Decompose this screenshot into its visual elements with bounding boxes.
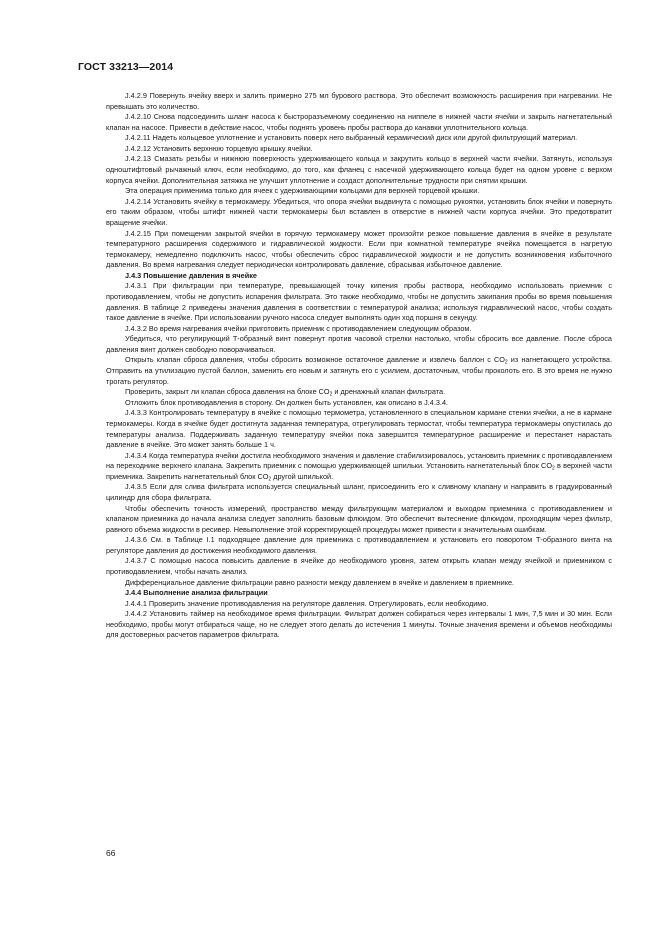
paragraph: J.4.3.6 См. в Таблице I.1 подходящее давление для приемника с противодавлением и установить его поворотом Т-образного винта на регуляторе давления до достижения необходимого давления. bbox=[106, 535, 612, 555]
paragraph: J.4.2.12 Установить верхнюю торцевую крышку ячейки. bbox=[125, 143, 313, 153]
paragraph: J.4.3.3 Контролировать температуру в ячейке с помощью термометра, установленного в специальном кармане стенки ячейки, а не в кармане термокамеры. Когда в ячейке будет достигнута заданная температура, отрегулировать термостат, чтобы температура термокамеры опустилась до температуры анализа. Поддерживать заданную температуру ячейки пока завершится температурное расширение и перестанет нарастать давление в ячейке. Это может занять больше 1 ч. bbox=[106, 408, 612, 450]
paragraph: J.4.2.13 Смазать резьбы и нижнюю поверхность удерживающего кольца и закрутить кольцо в верхней части ячейки. Затянуть, используя одноштифтовый рычажный ключ, если необходимо, до того, как фланец с насечкой удерживающего кольца будет на одном уровне с верхом корпуса ячейки. Дополнительная затяжка не улучшит уплотнение и создаст дополнительные трудности при снятии крышки. bbox=[106, 154, 612, 185]
paragraph: Проверить, закрыт ли клапан сброса давления на блоке $CO_2$ и дренажный клапан фильтрата. bbox=[125, 387, 446, 398]
paragraph: J.4.4.2 Установить таймер на необходимое время фильтрации. Фильтрат должен собираться через интервалы 1 мин, 7,5 мин и 30 мин. Если необходимо, пробы могут отбираться чаще, но не следует этого делать до истечения 1 минуты. Точные значения времени и объемов необходимы для достоверных расчетов параметров фильтрата. bbox=[106, 609, 612, 640]
document-body bbox=[106, 91, 612, 641]
paragraph: J.4.3.7 С помощью насоса повысить давление в ячейке до необходимого уровня, затем открыть клапан между ячейкой и приемником с противодавлением, чтобы начать анализ. bbox=[106, 556, 612, 577]
paragraph: J.4.2.14 Установить ячейку в термокамеру. Убедиться, что опора ячейки выдвинута с помощью рукоятки, установить блок ячейки и повернуть его таким образом, чтобы штифт нижней части термокамеры был вставлен в отверстие в нижней части корпуса ячейки. Это предотвратит вращение ячейки. bbox=[106, 196, 612, 227]
section-heading: J.4.3 Повышение давления в ячейке bbox=[125, 270, 257, 280]
section-heading: J.4.4 Выполнение анализа фильтрации bbox=[125, 588, 268, 598]
paragraph: J.4.3.1 При фильтрации при температуре, превышающей точку кипения пробы раствора, необходимо использовать приемник с противодавлением, чтобы не допустить испарения фильтрата. Это также необходимо, чтобы не допустить закипания пробы во время повышения давления. В таблице 2 приведены значения давления в соответствии с температурой анализа; используя гидравлический насос, чтобы создать такое давление в ячейке. При использовании ручного насоса следует выполнять один ход поршня в секунду. bbox=[106, 281, 612, 323]
paragraph: J.4.2.15 При помещении закрытой ячейки в горячую термокамеру может произойти резкое повышение давления в ячейке в результате температурного расширения содержимого и гидравлической жидкости. Если при комнатной температуре ячейка помещается в нагретую термокамеру, немедленно подключить насос, чтобы обеспечить сброс гидравлической жидкости и не допустить возникновения избыточного давления. Во время нагревания следует периодически контролировать давление, сбрасывая избыточное давление. bbox=[106, 228, 612, 270]
paragraph: J.4.3.4 Когда температура ячейки достигла необходимого значения и давление стабилизировалось, установить приемник с противодавлением на переходнике верхнего клапана. Закрепить приемник с помощью удерживающей шпильки. Установить нагнетательный блок $CO_2$ в верхней части приемника. Закрепить нагнетательный блок $CO_2$ другой шпилькой. bbox=[106, 450, 612, 483]
paragraph: J.4.3.2 Во время нагревания ячейки приготовить приемник с противодавлением следующим образом. bbox=[125, 323, 472, 333]
page-number: 66 bbox=[106, 848, 116, 858]
paragraph: Отложить блок противодавления в сторону. Он должен быть установлен, как описано в J.4.3.4. bbox=[125, 397, 449, 407]
paragraph: Открыть клапан сброса давления, чтобы сбросить возможное остаточное давление и извлечь баллон с $CO_2$ из нагнетающего устройства. Отправить на утилизацию пустой баллон, заменить его новым и затянуть его с усилием, достаточным, чтобы проколоть его. В это время не нужно трогать регулятор. bbox=[106, 355, 612, 386]
paragraph: Чтобы обеспечить точность измерений, пространство между фильтрующим материалом и выходом приемника с противодавлением и клапаном приемника до начала анализа следует заполнить базовым флюидом. Это обеспечит вытеснение флюидом, проходящим через фильтр, равного объема жидкости в ресивер. Невыполнение этой корректирующей процедуры может привести к значительным ошибкам. bbox=[106, 503, 612, 534]
paragraph: Дифференциальное давление фильтрации равно разности между давлением в ячейке и давлением в приемнике. bbox=[125, 577, 515, 587]
document-header: ГОСТ 33213—2014 bbox=[78, 61, 174, 73]
paragraph: J.4.2.10 Снова подсоединить шланг насоса к быстроразъемному соединению на ниппеле в нижней части ячейки и закрыть нагнетательный клапан на насосе. Привести в действие насос, чтобы поднять уровень пробы раствора до канавки уплотнительного кольца. bbox=[106, 112, 612, 132]
paragraph: J.4.3.5 Если для слива фильтрата используется специальный шланг, присоединить его к сливному клапану и направить в градуированный цилиндр для сбора фильтрата. bbox=[106, 482, 612, 502]
paragraph: J.4.2.9 Повернуть ячейку вверх и залить примерно 275 мл бурового раствора. Это обеспечит возможность расширения при нагревании. Не превышать это количество. bbox=[106, 91, 612, 111]
paragraph: Эта операция применима только для ячеек с удерживающими кольцами для верхней торцевой крышки. bbox=[125, 186, 480, 196]
paragraph: Убедиться, что регулирующий Т-образный винт повернут против часовой стрелки настолько, чтобы сбросить все давление. После сброса давления винт должен свободно поворачиваться. bbox=[106, 334, 612, 354]
paragraph: J.4.2.11 Надеть кольцевое уплотнение и установить поверх него выбранный керамический диск или другой фильтрующий материал. bbox=[125, 133, 578, 143]
paragraph: J.4.4.1 Проверить значение противодавления на регуляторе давления. Отрегулировать, если необходимо. bbox=[125, 598, 489, 608]
